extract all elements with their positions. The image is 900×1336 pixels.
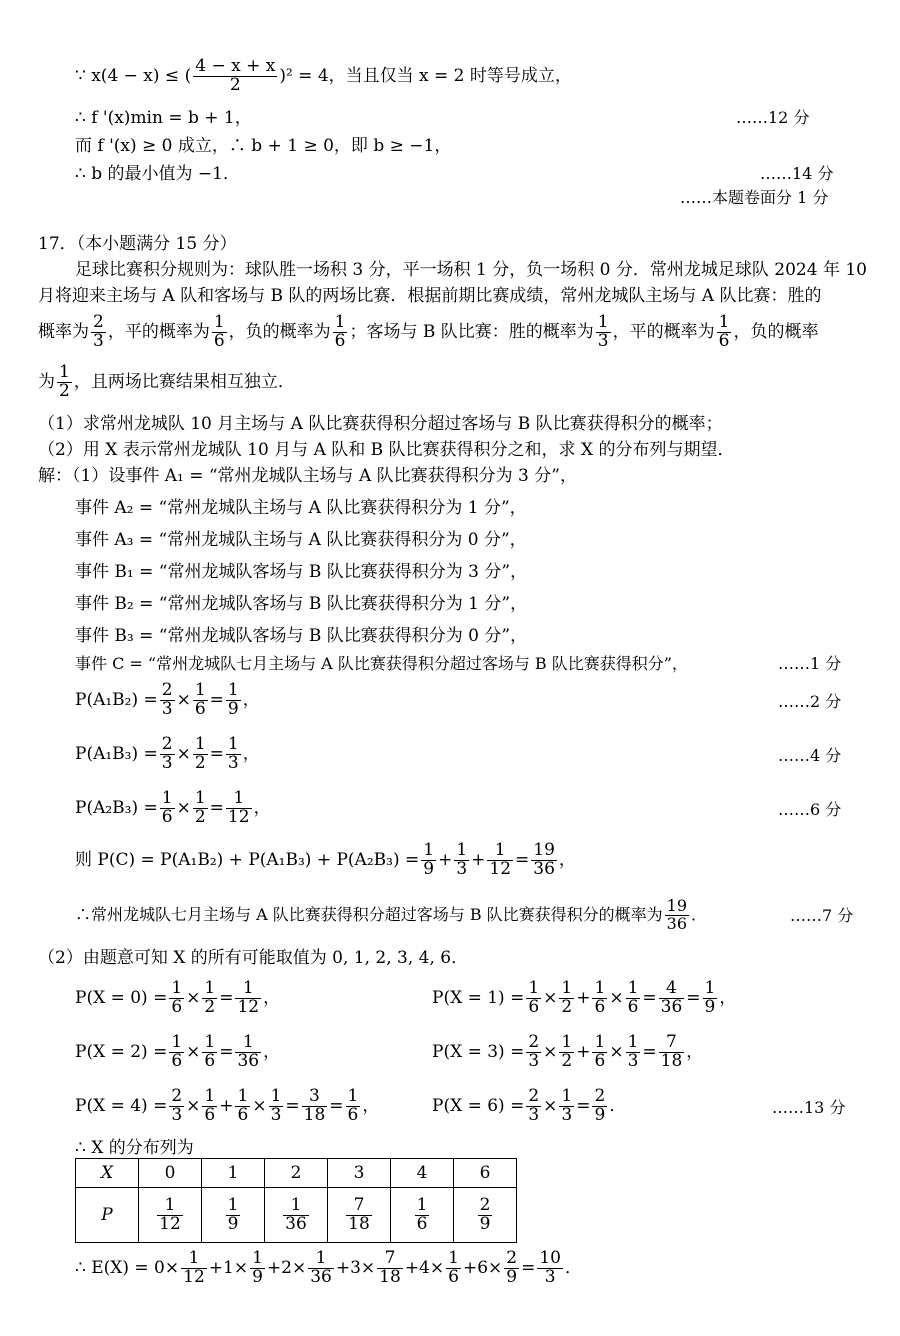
table-cell: $\frac{1}{9}$	[202, 1188, 265, 1243]
dist-title: ∴ X 的分布列为	[75, 1138, 194, 1158]
problem-para-2: 月将迎来主场与 A 队和客场与 B 队的两场比赛．根据前期比赛成绩，常州龙城队主场与 A 队比赛：胜的	[38, 286, 822, 306]
score-2: ……2 分	[778, 692, 842, 711]
sol-event-b1: 事件 B₁ = “常州龙城队客场与 B 队比赛获得积分为 3 分”，	[75, 562, 528, 582]
problem-para-1: 足球比赛积分规则为：球队胜一场积 3 分，平一场积 1 分，负一场积 0 分．常州龙城足球队 2024 年 10	[75, 260, 867, 280]
line-b-ineq: 而 f '(x) ≥ 0 成立，∴ b + 1 ≥ 0，即 b ≥ −1，	[75, 136, 452, 156]
table-header-x: X	[76, 1159, 139, 1188]
prob-a2b3: P(A₂B₃) = $\frac{1}{6}$ × $\frac{1}{2}$ = $\frac{1}{12}$ ，	[75, 788, 271, 827]
amgm-text-a: ∵ x(4 − x) ≤ (	[75, 65, 192, 86]
table-row	[76, 1188, 517, 1243]
table-row	[76, 1159, 517, 1188]
score-12: ……12 分	[736, 108, 810, 127]
conclusion-1: ∴常州龙城队七月主场与 A 队比赛获得积分超过客场与 B 队比赛获得积分的概率为 $\frac{19}{36}$ ．	[75, 896, 708, 933]
table-cell: $\frac{1}{36}$	[265, 1188, 328, 1243]
table-cell: 3	[328, 1159, 391, 1188]
table-cell: 1	[202, 1159, 265, 1188]
table-cell: 4	[391, 1159, 454, 1188]
line-b-min: ∴ b 的最小值为 −1．	[75, 164, 240, 184]
px2-line: P(X = 2) = $\frac{1}{6}$ × $\frac{1}{6}$ = $\frac{1}{36}$ ，	[75, 1032, 281, 1071]
score-13: ……13 分	[772, 1098, 846, 1117]
table-cell: $\frac{1}{6}$	[391, 1188, 454, 1243]
problem-title: 17．（本小题满分 15 分）	[38, 234, 237, 254]
score-6: ……6 分	[778, 800, 842, 819]
problem-para-3: 概率为 $\frac{2}{3}$ ，平的概率为 $\frac{1}{6}$ ，负的概率为 $\frac{1}{6}$ ；客场与 B 队比赛：胜的概率为 $\frac{1}{3}$ ，平的概率为 $\frac{1}{6}$ ，负的概率	[38, 312, 819, 351]
prob-c: 则 P(C) = P(A₁B₂) + P(A₁B₃) + P(A₂B₃) = $\frac{1}{9}$ + $\frac{1}{3}$ + $\frac{1}{12}$ = $\frac{19}{36}$ ，	[75, 840, 576, 879]
table-cell: $\frac{2}{9}$	[454, 1188, 517, 1243]
table-cell: 0	[139, 1159, 202, 1188]
sol-event-a2: 事件 A₂ = “常州龙城队主场与 A 队比赛获得积分为 1 分”，	[75, 498, 527, 518]
line-fmin: ∴ f '(x)min = b + 1，	[75, 108, 252, 128]
score-4: ……4 分	[778, 746, 842, 765]
line-amgm	[75, 58, 572, 95]
expectation-line: ∴ E(X) = 0× $\frac{1}{12}$ +1× $\frac{1}{9}$ +2× $\frac{1}{36}$ +3× $\frac{7}{18}$ +4× $\frac{1}{6}$ +6× $\frac{2}{9}$ = $\frac{10}{3}$ ．	[75, 1248, 582, 1287]
sol-event-c: 事件 C = “常州龙城队七月主场与 A 队比赛获得积分超过客场与 B 队比赛获得积分”，	[75, 654, 688, 673]
table-header-p: P	[76, 1188, 139, 1243]
px0-line: P(X = 0) = $\frac{1}{6}$ × $\frac{1}{2}$ = $\frac{1}{12}$ ，	[75, 978, 281, 1017]
table-cell: $\frac{7}{18}$	[328, 1188, 391, 1243]
table-cell: 6	[454, 1159, 517, 1188]
px1-line: P(X = 1) = $\frac{1}{6}$ × $\frac{1}{2}$ + $\frac{1}{6}$ × $\frac{1}{6}$ = $\frac{4}{36}$ = $\frac{1}{9}$ ，	[432, 978, 737, 1017]
px3-line: P(X = 3) = $\frac{2}{3}$ × $\frac{1}{2}$ + $\frac{1}{6}$ × $\frac{1}{3}$ = $\frac{7}{18}$ ，	[432, 1032, 704, 1071]
score-7: ……7 分	[790, 906, 854, 925]
sol-event-b3: 事件 B₃ = “常州龙城队客场与 B 队比赛获得积分为 0 分”，	[75, 626, 528, 646]
sol-event-a3: 事件 A₃ = “常州龙城队主场与 A 队比赛获得积分为 0 分”，	[75, 530, 527, 550]
question-1: （1）求常州龙城队 10 月主场与 A 队比赛获得积分超过客场与 B 队比赛获得积分的概率；	[38, 414, 723, 434]
table-cell: 2	[265, 1159, 328, 1188]
score-neat: ……本题卷面分 1 分	[680, 188, 829, 207]
problem-para-4: 为 $\frac{1}{2}$ ，且两场比赛结果相互独立．	[38, 362, 295, 401]
fraction: $\frac{4 - x + x}{2}$	[195, 56, 276, 95]
score-1: ……1 分	[778, 654, 842, 673]
table-cell: $\frac{1}{12}$	[139, 1188, 202, 1243]
prob-a1b3: P(A₁B₃) = $\frac{2}{3}$ × $\frac{1}{2}$ = $\frac{1}{3}$ ，	[75, 734, 260, 773]
score-14: ……14 分	[760, 164, 834, 183]
px6-line: P(X = 6) = $\frac{2}{3}$ × $\frac{1}{3}$ = $\frac{2}{9}$ ．	[432, 1086, 627, 1125]
px4-line: P(X = 4) = $\frac{2}{3}$ × $\frac{1}{6}$ + $\frac{1}{6}$ × $\frac{1}{3}$ = $\frac{3}{18}$ = $\frac{1}{6}$ ，	[75, 1086, 380, 1125]
amgm-text-b: )² = 4，当且仅当 x = 2 时等号成立，	[279, 65, 572, 86]
sol-event-b2: 事件 B₂ = “常州龙城队客场与 B 队比赛获得积分为 1 分”，	[75, 594, 528, 614]
question-2: （2）用 X 表示常州龙城队 10 月与 A 队和 B 队比赛获得积分之和，求 X 的分布列与期望．	[38, 440, 735, 460]
sol-event-a1: 解：（1）设事件 A₁ = “常州龙城队主场与 A 队比赛获得积分为 3 分”，	[38, 466, 577, 486]
prob-a1b2: P(A₁B₂) = $\frac{2}{3}$ × $\frac{1}{6}$ = $\frac{1}{9}$ ，	[75, 680, 260, 719]
distribution-table	[75, 1158, 517, 1243]
part2-values: （2）由题意可知 X 的所有可能取值为 0, 1, 2, 3, 4, 6．	[38, 948, 469, 968]
